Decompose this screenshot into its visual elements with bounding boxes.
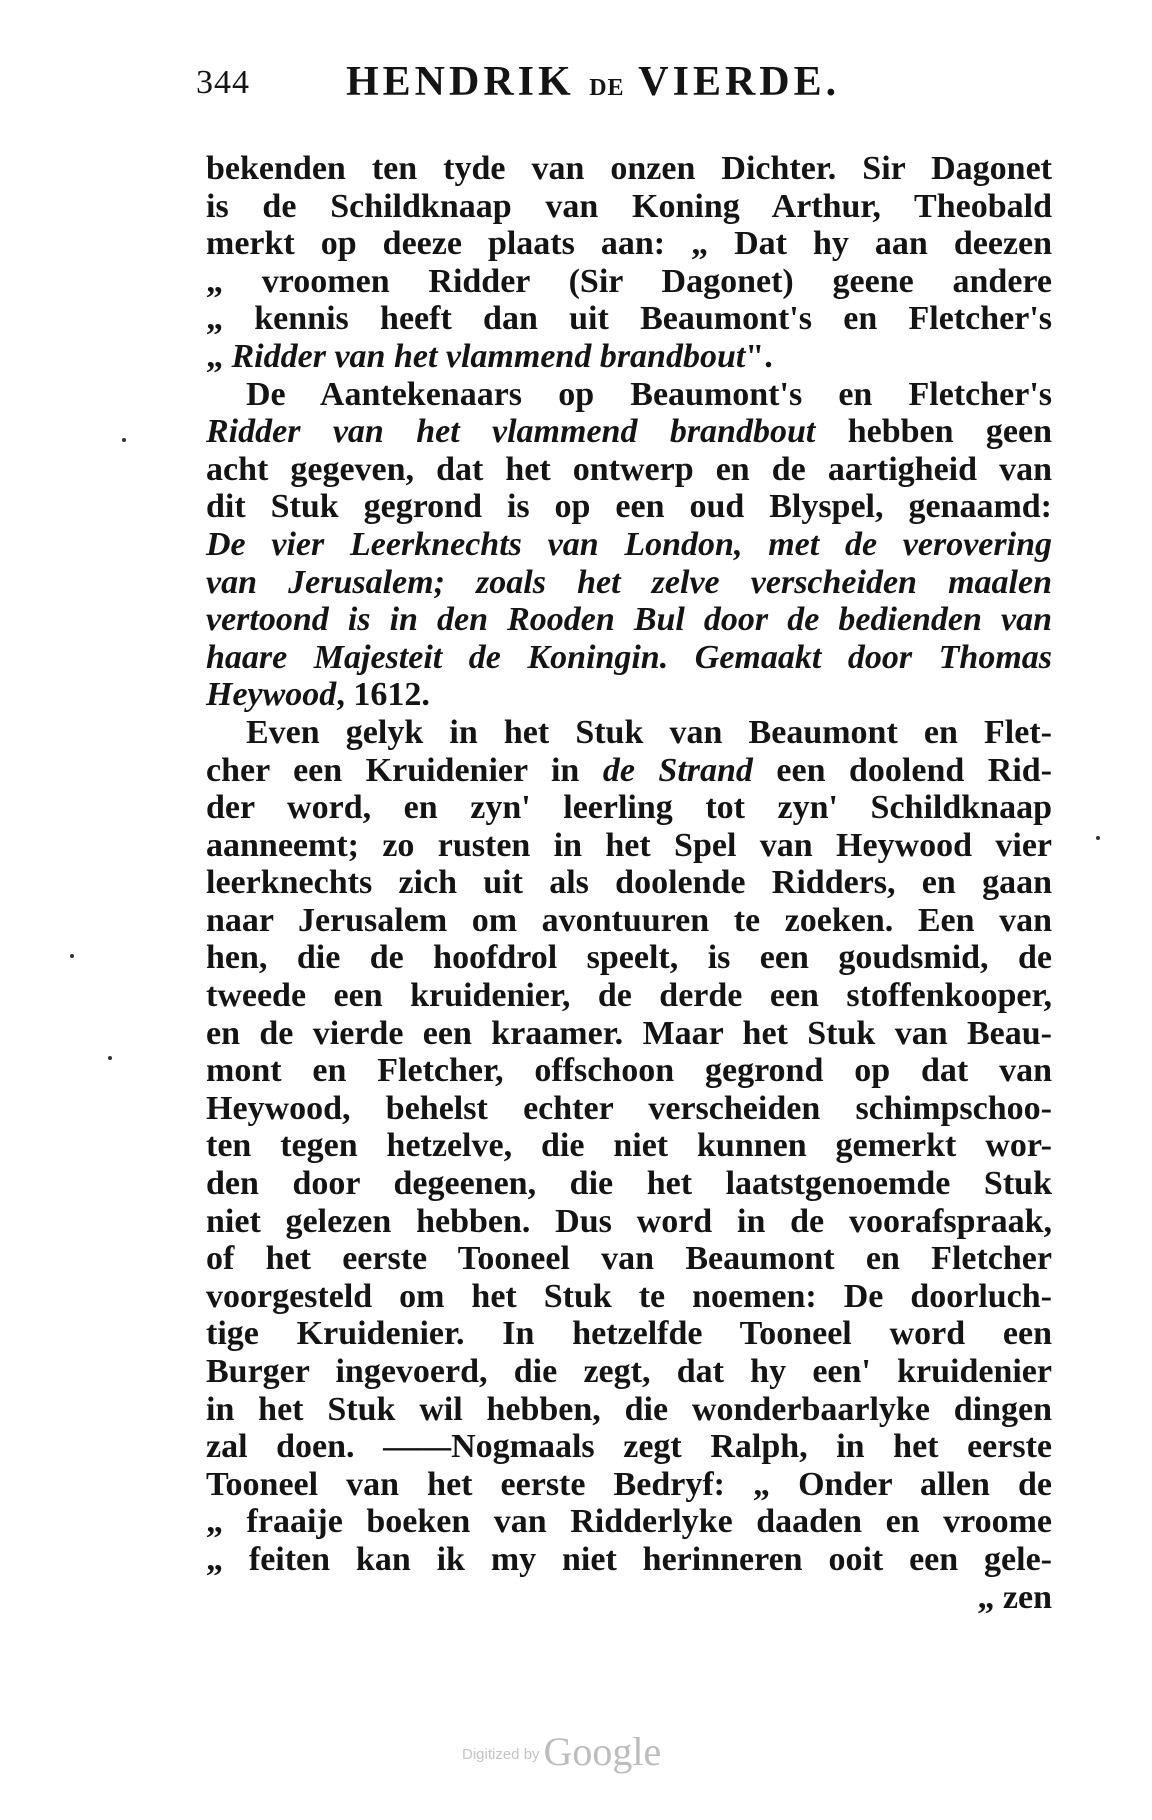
italic-name: Heywood [206,676,337,714]
text-line: „ vroomen Ridder (Sir Dagonet) geene andere [206,262,1052,300]
text-line: „ kennis heeft dan uit Beaumont's en Fletcher's [206,300,1052,338]
text-line: leerknechts zich uit als doolende Ridders, en gaan [206,864,1052,902]
running-head-part1: HENDRIK [346,59,590,105]
paragraph-start: Even gelyk in het Stuk van Beaumont en Flet- [246,713,1052,751]
text-line: acht gegeven, dat het ontwerp en de aartigheid van [206,450,1052,488]
text-line: hen, die de hoofdrol speelt, is een goudsmid, de [206,939,1052,977]
quote-mark: „ [206,337,232,375]
italic-line: De vier Leerknechts van London, met de verovering [206,525,1052,563]
italic-fragment: Gemaakt door Thomas [668,638,1052,676]
text-line [206,752,1052,790]
text-line: „ feiten kan ik my niet herinneren ooit een gele- [206,1540,1052,1578]
italic-title: haare Majesteit de Koningin. [206,638,669,676]
ink-speck [108,1056,112,1060]
italic-place: de Strand [602,751,753,789]
text-line: Heywood, behelst echter verscheiden schimpschoo- [206,1089,1052,1127]
ink-speck [70,954,74,958]
page-header [196,58,1056,114]
text-line: naar Jerusalem om avontuuren te zoeken. Een van [206,901,1052,939]
text-line: Tooneel van het eerste Bedryf: „ Onder allen de [206,1465,1052,1503]
text-line: mont en Fletcher, offschoon gegrond op dat van [206,1052,1052,1090]
italic-line: van Jerusalem; zoals het zelve verscheiden maalen [206,563,1052,601]
text-fragment: een doolend Rid- [752,751,1052,789]
italic-line: vertoond is in den Rooden Bul door de bedienden van [206,601,1052,639]
italic-title: Ridder van het vlammend brandbout [206,413,816,451]
text-line: voorgesteld om het Stuk te noemen: De doorluch- [206,1277,1052,1315]
running-head-small: DE [589,75,625,101]
text-line: „ fraaije boeken van Ridderlyke daaden en vroome [206,1503,1052,1541]
text-line: tweede een kruidenier, de derde een stoffenkooper, [206,977,1052,1015]
text-line: bekenden ten tyde van onzen Dichter. Sir Dagonet [206,150,1052,187]
text-line: Burger ingevoerd, die zegt, dat hy een' kruidenier [206,1353,1052,1390]
text-line: niet gelezen hebben. Dus word in de voorafspraak, [206,1202,1052,1240]
body-text [206,150,1052,1616]
italic-title: Ridder van het vlammend brandbout [231,337,746,375]
text-line: merkt op deeze plaats aan: „ Dat hy aan deezen [206,225,1052,263]
text-line [206,639,1052,677]
catchword: „ zen [977,1578,1052,1616]
text-line: of het eerste Tooneel van Beaumont en Fletcher [206,1240,1052,1278]
page-number: 344 [196,64,250,101]
ink-speck [1096,836,1100,840]
digitized-watermark [462,1728,702,1776]
text-line: den door degeenen, die het laatstgenoemde Stuk [206,1165,1052,1203]
year: , 1612. [336,676,430,714]
running-head-part2: VIERDE. [624,59,841,105]
digitized-by-text: Digitized by [462,1746,540,1763]
text-fragment: cher een Kruidenier in [206,751,603,789]
text-line: zal doen. ——Nogmaals zegt Ralph, in het eerste [206,1428,1052,1466]
text-line [206,676,1052,714]
text-line: aanneemt; zo rusten in het Spel van Heywood vier [206,826,1052,864]
paragraph-start: De Aantekenaars op Beaumont's en Fletcher's [246,375,1052,413]
text-line: dit Stuk gegrond is op een oud Blyspel, genaamd: [206,488,1052,526]
text-line: en de vierde een kraamer. Maar het Stuk van Beau- [206,1014,1052,1052]
text-line: in het Stuk wil hebben, die wonderbaarlyke dingen [206,1390,1052,1428]
text-line: tige Kruidenier. In hetzelfde Tooneel word een [206,1315,1052,1353]
text-line [206,338,1052,376]
text-line: ten tegen hetzelve, die niet kunnen gemerkt wor- [206,1127,1052,1165]
ink-speck [122,438,126,442]
text-fragment: hebben geen [815,413,1052,451]
running-head [346,58,840,106]
text-line: is de Schildknaap van Koning Arthur, Theobald [206,187,1052,225]
quote-end: ". [745,337,773,375]
text-line [206,413,1052,451]
google-logo: Google [543,1729,662,1774]
text-line: der word, en zyn' leerling tot zyn' Schildknaap [206,789,1052,827]
